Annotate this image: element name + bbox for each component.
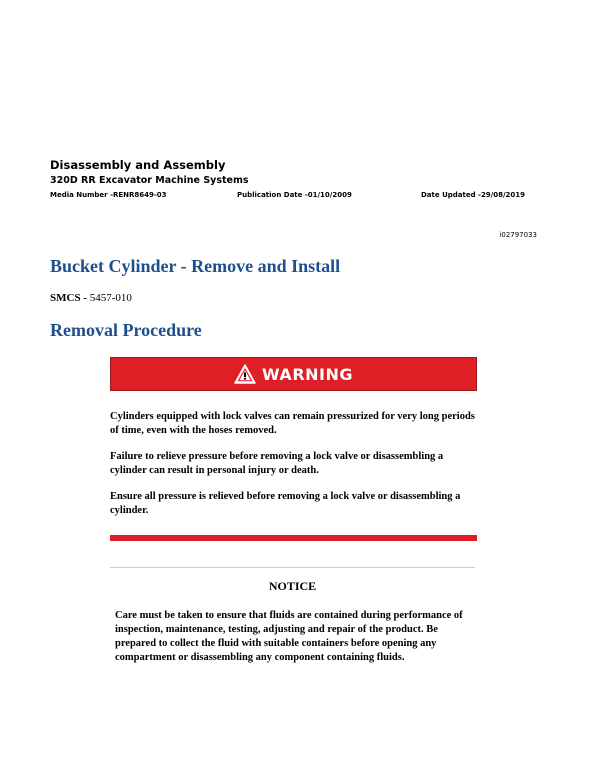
notice-divider: [110, 567, 475, 568]
notice-text: Care must be taken to ensure that fluids are contained during performance of inspection, maintenance, testing, adjusting and repair of the product. Be prepared to collect the fluid with suitable containers before opening any compartment or disassembling any component containing fluids.: [115, 610, 463, 663]
page-title: Bucket Cylinder - Remove and Install: [50, 256, 341, 276]
media-number: Media Number -RENR8649-03: [50, 191, 167, 199]
smcs-value: 5457-010: [89, 292, 132, 304]
warning-paragraph: Failure to relieve pressure before removing a lock valve or disassembling a cylinder can result in personal injury or death.: [110, 451, 444, 476]
notice-title: NOTICE: [268, 579, 317, 593]
smcs-label: SMCS -: [50, 292, 87, 304]
publication-date: Publication Date -01/10/2009: [237, 191, 352, 199]
date-updated: Date Updated -29/08/2019: [421, 191, 526, 199]
warning-banner: [110, 357, 477, 391]
section-heading: Removal Procedure: [50, 320, 202, 340]
warning-paragraph: Cylinders equipped with lock valves can remain pressurized for very long periods of time, even with the hoses removed.: [110, 411, 475, 436]
warning-label: WARNING: [262, 364, 353, 384]
warning-bottom-bar: [110, 535, 477, 541]
warning-paragraph: Ensure all pressure is relieved before removing a lock valve or disassembling a cylinder.: [110, 491, 461, 516]
document-category-title: Disassembly and Assembly: [50, 158, 226, 172]
smcs-code: [50, 292, 132, 304]
warning-text: [110, 410, 475, 530]
machine-title: 320D RR Excavator Machine Systems: [50, 175, 249, 186]
warning-triangle-icon: [234, 364, 256, 384]
document-id: i02797033: [499, 231, 537, 239]
